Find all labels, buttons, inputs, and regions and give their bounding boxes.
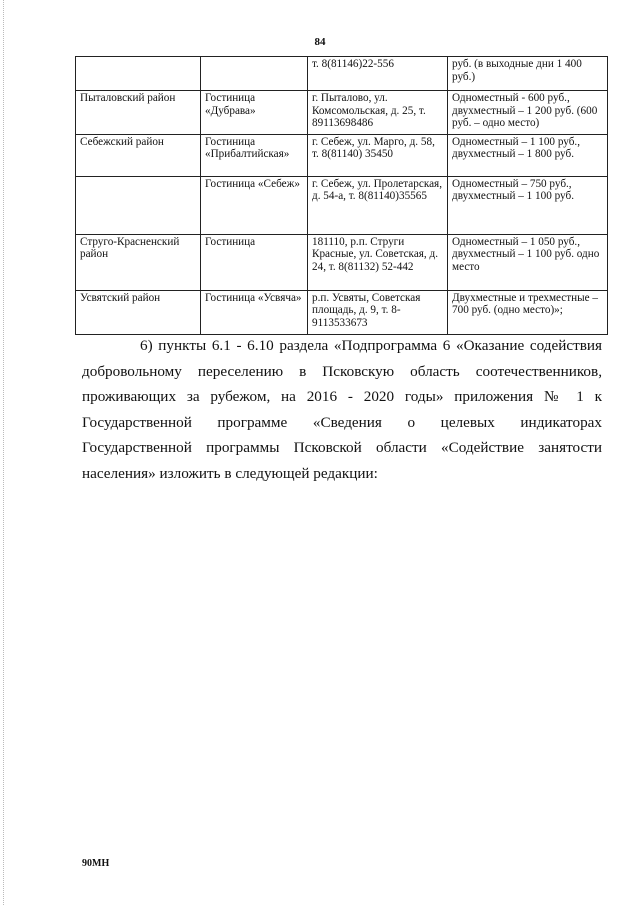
amendment-paragraph: 6) пункты 6.1 - 6.10 раздела «Подпрограмма 6 «Оказание содействия добровольному переселению в Псковскую область соотечественников, проживающих за рубежом, на 2016 - 2020 годы» приложения № 1 к Государственной программе «Сведения о целевых индикаторах Государственной программы Псковской области «Содействие занятости населения» изложить в следующей редакции:: [82, 337, 602, 482]
body-text: [82, 333, 602, 486]
price-cell: Одноместный – 1 100 руб., двухместный – 1 800 руб.: [448, 134, 608, 176]
hotel-cell: Гостиница «Себеж»: [201, 176, 308, 234]
address-cell: г. Себеж, ул. Пролетарская, д. 54-а, т. 8(81140)35565: [308, 176, 448, 234]
price-cell: Одноместный – 750 руб., двухместный – 1 100 руб.: [448, 176, 608, 234]
page-number: 84: [314, 36, 326, 48]
address-cell: т. 8(81146)22-556: [308, 57, 448, 91]
district-cell: [76, 176, 201, 234]
table-row: [76, 176, 608, 234]
hotel-cell: Гостиница «Усвяча»: [201, 290, 308, 334]
address-cell: г. Себеж, ул. Марго, д. 58, т. 8(81140) 35450: [308, 134, 448, 176]
footer-code: 90МН: [82, 858, 110, 869]
hotel-cell: Гостиница: [201, 234, 308, 290]
price-cell: Одноместный – 1 050 руб., двухместный – 1 100 руб. одно место: [448, 234, 608, 290]
hotel-cell: Гостиница «Дубрава»: [201, 91, 308, 135]
address-cell: 181110, р.п. Струги Красные, ул. Советская, д. 24, т. 8(81132) 52-442: [308, 234, 448, 290]
table-row: [76, 91, 608, 135]
price-cell: Одноместный - 600 руб., двухместный – 1 200 руб. (600 руб. – одно место): [448, 91, 608, 135]
district-cell: [76, 57, 201, 91]
district-cell: Пыталовский район: [76, 91, 201, 135]
district-cell: Струго-Красненский район: [76, 234, 201, 290]
price-cell: Двухместные и трехместные – 700 руб. (одно место)»;: [448, 290, 608, 334]
table-row: [76, 134, 608, 176]
table-row: [76, 57, 608, 91]
address-cell: р.п. Усвяты, Советская площадь, д. 9, т. 8-9113533673: [308, 290, 448, 334]
address-cell: г. Пыталово, ул. Комсомольская, д. 25, т. 89113698486: [308, 91, 448, 135]
price-cell: руб. (в выходные дни 1 400 руб.): [448, 57, 608, 91]
district-cell: Усвятский район: [76, 290, 201, 334]
hotels-table: [75, 56, 608, 335]
hotel-cell: [201, 57, 308, 91]
scan-margin-line: [3, 0, 4, 905]
hotel-cell: Гостиница «Прибалтийская»: [201, 134, 308, 176]
district-cell: Себежский район: [76, 134, 201, 176]
table-row: [76, 234, 608, 290]
table-row: [76, 290, 608, 334]
